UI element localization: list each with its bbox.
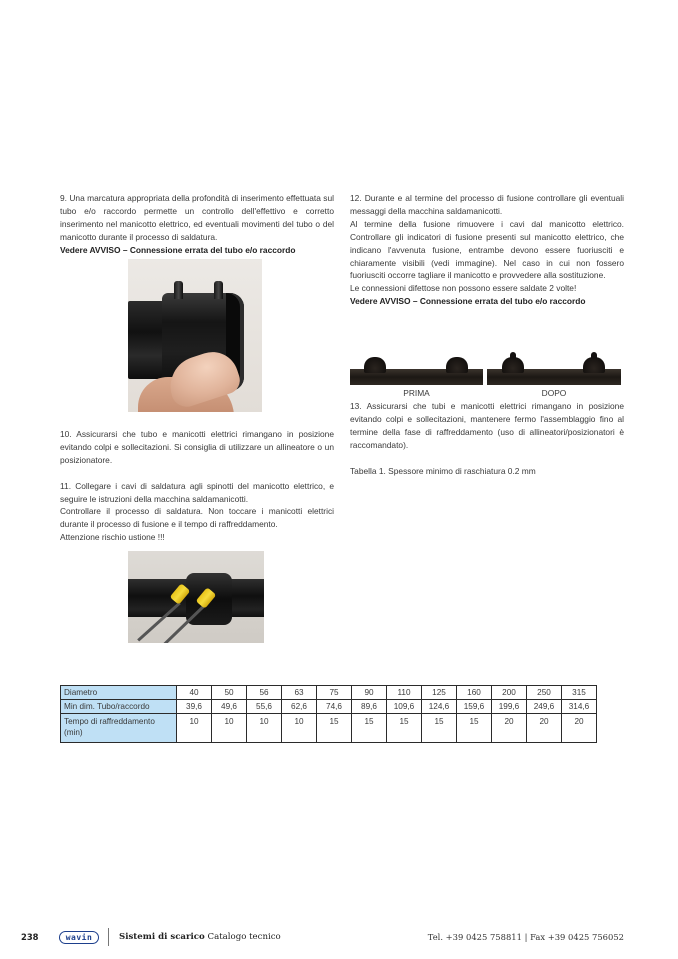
wavin-logo: wavin [59, 931, 99, 944]
cables-photo [128, 551, 264, 643]
table-cell: 315 [562, 686, 597, 700]
left-column-lower [60, 428, 334, 544]
step-9-text: 9. Una marcatura appropriata della profondità di inserimento effettuata sul tubo e/o raccordo permette un controllo dell'effettivo e corretto inserimento nel manicotto elettrico, ed eventuali movimenti del tubo o del manicotto durante il processo di saldatura. [60, 193, 334, 242]
right-column-lower [350, 400, 624, 477]
table-cell: 15 [352, 714, 387, 743]
indicator-popped-shape [591, 352, 597, 359]
table-cell: 90 [352, 686, 387, 700]
terminal-pin-shape [174, 281, 183, 299]
table-cell: 249,6 [527, 700, 562, 714]
table-cell: 15 [422, 714, 457, 743]
table-row [61, 714, 597, 743]
table-cell: 56 [247, 686, 282, 700]
row-header: Min dim. Tubo/raccordo [61, 700, 177, 714]
table-cell: 10 [282, 714, 317, 743]
step-11-control-text: Controllare il processo di saldatura. Non toccare i manicotti elettrici durante il processo di fusione e il tempo di raffreddamento. [60, 506, 334, 530]
after-indicator-photo [487, 345, 621, 385]
table-cell: 39,6 [177, 700, 212, 714]
contact-info: Tel. +39 0425 758811 | Fax +39 0425 756052 [427, 932, 624, 942]
terminal-pin-shape [214, 281, 223, 299]
table-cell: 314,6 [562, 700, 597, 714]
indicator-bump-shape [502, 357, 524, 373]
table-cell: 109,6 [387, 700, 422, 714]
row-header: Tempo di raffreddamento (min) [61, 714, 177, 743]
step-12-warning: Vedere AVVISO – Connessione errata del tubo e/o raccordo [350, 296, 586, 307]
step-12-text: 12. Durante e al termine del processo di fusione controllare gli eventuali messaggi della macchina saldamanicotti. [350, 193, 624, 216]
table-cell: 200 [492, 686, 527, 700]
row-header: Diametro [61, 686, 177, 700]
before-indicator-photo [350, 345, 483, 385]
step-10-text: 10. Assicurarsi che tubo e manicotti elettrici rimangano in posizione evitando colpi e sollecitazioni. Si consiglia di utilizzare un allineatore o un posizionatore. [60, 429, 334, 465]
catalog-title-regular: Catalogo tecnico [204, 932, 281, 942]
table-cell: 10 [247, 714, 282, 743]
before-caption: PRIMA [403, 388, 430, 398]
right-column [350, 192, 624, 308]
table-cell: 15 [317, 714, 352, 743]
table-cell: 160 [457, 686, 492, 700]
indicator-bump-shape [583, 357, 605, 373]
catalog-title [119, 932, 281, 942]
table-cell: 49,6 [212, 700, 247, 714]
table-cell: 110 [387, 686, 422, 700]
step-12-note: Le connessioni difettose non possono essere saldate 2 volte! [350, 283, 577, 294]
table-cell: 74,6 [317, 700, 352, 714]
table-cell: 89,6 [352, 700, 387, 714]
table-cell: 40 [177, 686, 212, 700]
table-row [61, 700, 597, 714]
indicator-bump-shape [364, 357, 386, 373]
footer-divider [108, 928, 109, 946]
left-column [60, 192, 334, 257]
table-cell: 125 [422, 686, 457, 700]
table-caption: Tabella 1. Spessore minimo di raschiatura 0.2 mm [350, 465, 536, 476]
coupler-photo [128, 259, 262, 412]
table-cell: 15 [457, 714, 492, 743]
table-cell: 20 [527, 714, 562, 743]
table-cell: 62,6 [282, 700, 317, 714]
table-cell: 10 [212, 714, 247, 743]
table-cell: 20 [562, 714, 597, 743]
indicator-popped-shape [510, 352, 516, 359]
table-row [61, 686, 597, 700]
step-9-warning: Vedere AVVISO – Connessione errata del tubo e/o raccordo [60, 244, 296, 255]
after-caption: DOPO [541, 388, 567, 398]
catalog-title-bold: Sistemi di scarico [119, 932, 205, 942]
table-cell: 20 [492, 714, 527, 743]
table-cell: 15 [387, 714, 422, 743]
step-11-text: 11. Collegare i cavi di saldatura agli spinotti del manicotto elettrico, e seguire le istruzioni della macchina saldamanicotti. [60, 480, 334, 504]
table-cell: 50 [212, 686, 247, 700]
page-number: 238 [21, 932, 39, 942]
burn-warning-text: Attenzione rischio ustione !!! [60, 532, 165, 543]
step-13-text: 13. Assicurarsi che tubi e manicotti elettrici rimangano in posizione evitando colpi e sollecitazioni, mantenere fermo l'assemblaggio fino al termine della fase di raffreddamento (uso di allineatori/posizionatori è raccomandato). [350, 401, 624, 450]
table-cell: 250 [527, 686, 562, 700]
indicator-bump-shape [446, 357, 468, 373]
table-cell: 199,6 [492, 700, 527, 714]
cooling-time-table [60, 685, 597, 743]
table-cell: 75 [317, 686, 352, 700]
table-cell: 63 [282, 686, 317, 700]
step-12-check-text: Al termine della fusione rimuovere i cavi dal manicotto elettrico. Controllare gli indicatori di fusione presenti sul manicotto elettrico, che indicano l'avvenuta fusione, entrambe devono essere fuoriusciti e chiaramente visibili (vedi immagine). Nel caso in cui non fossero fuoriusciti occorre tagliare il manicotto e provvedere alla sostituzione. [350, 218, 624, 281]
table-cell: 10 [177, 714, 212, 743]
table-cell: 124,6 [422, 700, 457, 714]
table-cell: 159,6 [457, 700, 492, 714]
page-footer [0, 928, 678, 948]
table-cell: 55,6 [247, 700, 282, 714]
